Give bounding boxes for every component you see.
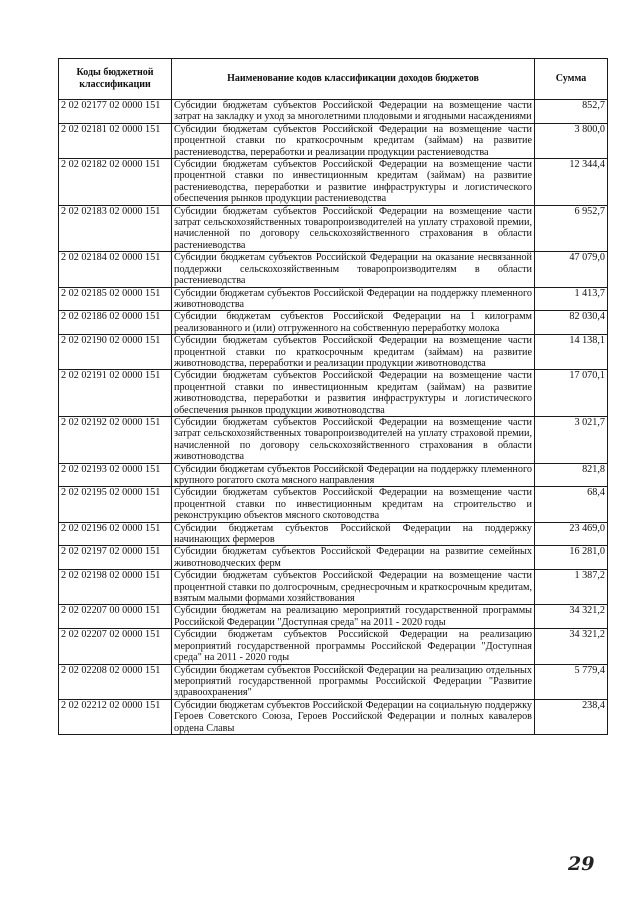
amount-cell: 17 070,1 — [535, 370, 608, 417]
amount-cell: 34 321,2 — [535, 629, 608, 664]
description-cell: Субсидии бюджетам субъектов Российской Федерации на возмещение части затрат на закладку и уход за многолетними плодовыми и ягодными насаждениями — [172, 100, 535, 124]
description-cell: Субсидии бюджетам субъектов Российской Федерации на возмещение части затрат сельскохозяйственных товаропроизводителей на уплату страховой премии, начисленной по договору сельскохозяйственного страхования в области животноводства — [172, 416, 535, 463]
amount-cell: 23 469,0 — [535, 522, 608, 546]
table-row — [59, 605, 608, 629]
description-cell: Субсидии бюджетам на реализацию мероприятий государственной программы Российской Федерации "Доступная среда" на 2011 - 2020 годы — [172, 605, 535, 629]
budget-code-cell: 2 02 02181 02 0000 151 — [59, 123, 172, 158]
amount-cell: 47 079,0 — [535, 252, 608, 287]
budget-code-cell: 2 02 02207 00 0000 151 — [59, 605, 172, 629]
budget-code-cell: 2 02 02182 02 0000 151 — [59, 159, 172, 206]
budget-code-cell: 2 02 02192 02 0000 151 — [59, 416, 172, 463]
budget-code-cell: 2 02 02208 02 0000 151 — [59, 664, 172, 699]
amount-cell: 34 321,2 — [535, 605, 608, 629]
budget-code-cell: 2 02 02197 02 0000 151 — [59, 546, 172, 570]
budget-code-cell: 2 02 02186 02 0000 151 — [59, 311, 172, 335]
budget-code-cell: 2 02 02198 02 0000 151 — [59, 570, 172, 605]
amount-cell: 16 281,0 — [535, 546, 608, 570]
budget-code-cell: 2 02 02207 02 0000 151 — [59, 629, 172, 664]
description-cell: Субсидии бюджетам субъектов Российской Федерации на возмещение части процентной ставки по долгосрочным, среднесрочным и краткосрочным кредитам, взятым малыми формами хозяйствования — [172, 570, 535, 605]
budget-classification-table — [58, 58, 608, 735]
table-row — [59, 311, 608, 335]
description-cell: Субсидии бюджетам субъектов Российской Федерации на развитие семейных животноводческих ферм — [172, 546, 535, 570]
table-row — [59, 416, 608, 463]
amount-cell: 1 413,7 — [535, 287, 608, 311]
amount-cell: 82 030,4 — [535, 311, 608, 335]
table-row — [59, 205, 608, 252]
table-row — [59, 100, 608, 124]
description-cell: Субсидии бюджетам субъектов Российской Федерации на поддержку племенного крупного рогатого скота мясного направления — [172, 463, 535, 487]
table-row — [59, 570, 608, 605]
amount-cell: 852,7 — [535, 100, 608, 124]
table-row — [59, 664, 608, 699]
table-row — [59, 699, 608, 734]
amount-cell: 6 952,7 — [535, 205, 608, 252]
amount-cell: 5 779,4 — [535, 664, 608, 699]
budget-code-cell: 2 02 02191 02 0000 151 — [59, 370, 172, 417]
amount-cell: 14 138,1 — [535, 335, 608, 370]
header-name: Наименование кодов классификации доходов бюджетов — [172, 59, 535, 100]
budget-code-cell: 2 02 02185 02 0000 151 — [59, 287, 172, 311]
description-cell: Субсидии бюджетам субъектов Российской Федерации на возмещение части процентной ставки по краткосрочным кредитам (займам) на развитие животноводства, переработки и реализации продукции животноводства — [172, 335, 535, 370]
budget-code-cell: 2 02 02212 02 0000 151 — [59, 699, 172, 734]
description-cell: Субсидии бюджетам субъектов Российской Федерации на возмещение части процентной ставки по инвестиционным кредитам на строительство и реконструкцию объектов мясного скотоводства — [172, 487, 535, 522]
amount-cell: 68,4 — [535, 487, 608, 522]
amount-cell: 3 800,0 — [535, 123, 608, 158]
description-cell: Субсидии бюджетам субъектов Российской Федерации на реализацию отдельных мероприятий государственной программы Российской Федерации "Развитие здравоохранения" — [172, 664, 535, 699]
table-row — [59, 287, 608, 311]
table-row — [59, 252, 608, 287]
header-code: Коды бюджетной классификации — [59, 59, 172, 100]
description-cell: Субсидии бюджетам субъектов Российской Федерации на реализацию мероприятий государственной программы Российской Федерации "Доступная среда" на 2011 - 2020 годы — [172, 629, 535, 664]
description-cell: Субсидии бюджетам субъектов Российской Федерации на возмещение части затрат сельскохозяйственных товаропроизводителей на уплату страховой премии, начисленной по договору сельскохозяйственного страхования в области растениеводства — [172, 205, 535, 252]
table-row — [59, 335, 608, 370]
table-body — [59, 100, 608, 735]
budget-code-cell: 2 02 02193 02 0000 151 — [59, 463, 172, 487]
description-cell: Субсидии бюджетам субъектов Российской Федерации на оказание несвязанной поддержки сельскохозяйственным товаропроизводителям в области растениеводства — [172, 252, 535, 287]
amount-cell: 1 387,2 — [535, 570, 608, 605]
amount-cell: 3 021,7 — [535, 416, 608, 463]
budget-code-cell: 2 02 02183 02 0000 151 — [59, 205, 172, 252]
description-cell: Субсидии бюджетам субъектов Российской Федерации на возмещение части процентной ставки по инвестиционным кредитам (займам) на развитие растениеводства, переработки и развитие инфраструктуры и логистического обеспечения рынков продукции растениеводства — [172, 159, 535, 206]
table-row — [59, 522, 608, 546]
description-cell: Субсидии бюджетам субъектов Российской Федерации на социальную поддержку Героев Советского Союза, Героев Российской Федерации и полных кавалеров ордена Славы — [172, 699, 535, 734]
description-cell: Субсидии бюджетам субъектов Российской Федерации на возмещение части процентной ставки по краткосрочным кредитам (займам) на развитие растениеводства, переработки и реализации продукции растениеводства — [172, 123, 535, 158]
budget-code-cell: 2 02 02177 02 0000 151 — [59, 100, 172, 124]
table-row — [59, 370, 608, 417]
table-row — [59, 546, 608, 570]
table-header-row — [59, 59, 608, 100]
description-cell: Субсидии бюджетам субъектов Российской Федерации на поддержку начинающих фермеров — [172, 522, 535, 546]
budget-code-cell: 2 02 02195 02 0000 151 — [59, 487, 172, 522]
table-row — [59, 629, 608, 664]
budget-code-cell: 2 02 02184 02 0000 151 — [59, 252, 172, 287]
budget-code-cell: 2 02 02190 02 0000 151 — [59, 335, 172, 370]
table-row — [59, 463, 608, 487]
description-cell: Субсидии бюджетам субъектов Российской Федерации на 1 килограмм реализованного и (или) отгруженного на собственную переработку молока — [172, 311, 535, 335]
table-row — [59, 123, 608, 158]
amount-cell: 821,8 — [535, 463, 608, 487]
amount-cell: 12 344,4 — [535, 159, 608, 206]
table-row — [59, 159, 608, 206]
description-cell: Субсидии бюджетам субъектов Российской Федерации на возмещение части процентной ставки по инвестиционным кредитам (займам) на развитие животноводства, переработки и развития инфраструктуры и логистического обеспечения рынков продукции животноводства — [172, 370, 535, 417]
document-page — [58, 58, 607, 735]
budget-code-cell: 2 02 02196 02 0000 151 — [59, 522, 172, 546]
table-row — [59, 487, 608, 522]
amount-cell: 238,4 — [535, 699, 608, 734]
description-cell: Субсидии бюджетам субъектов Российской Федерации на поддержку племенного животноводства — [172, 287, 535, 311]
header-sum: Сумма — [535, 59, 608, 100]
page-number: 29 — [568, 853, 595, 875]
